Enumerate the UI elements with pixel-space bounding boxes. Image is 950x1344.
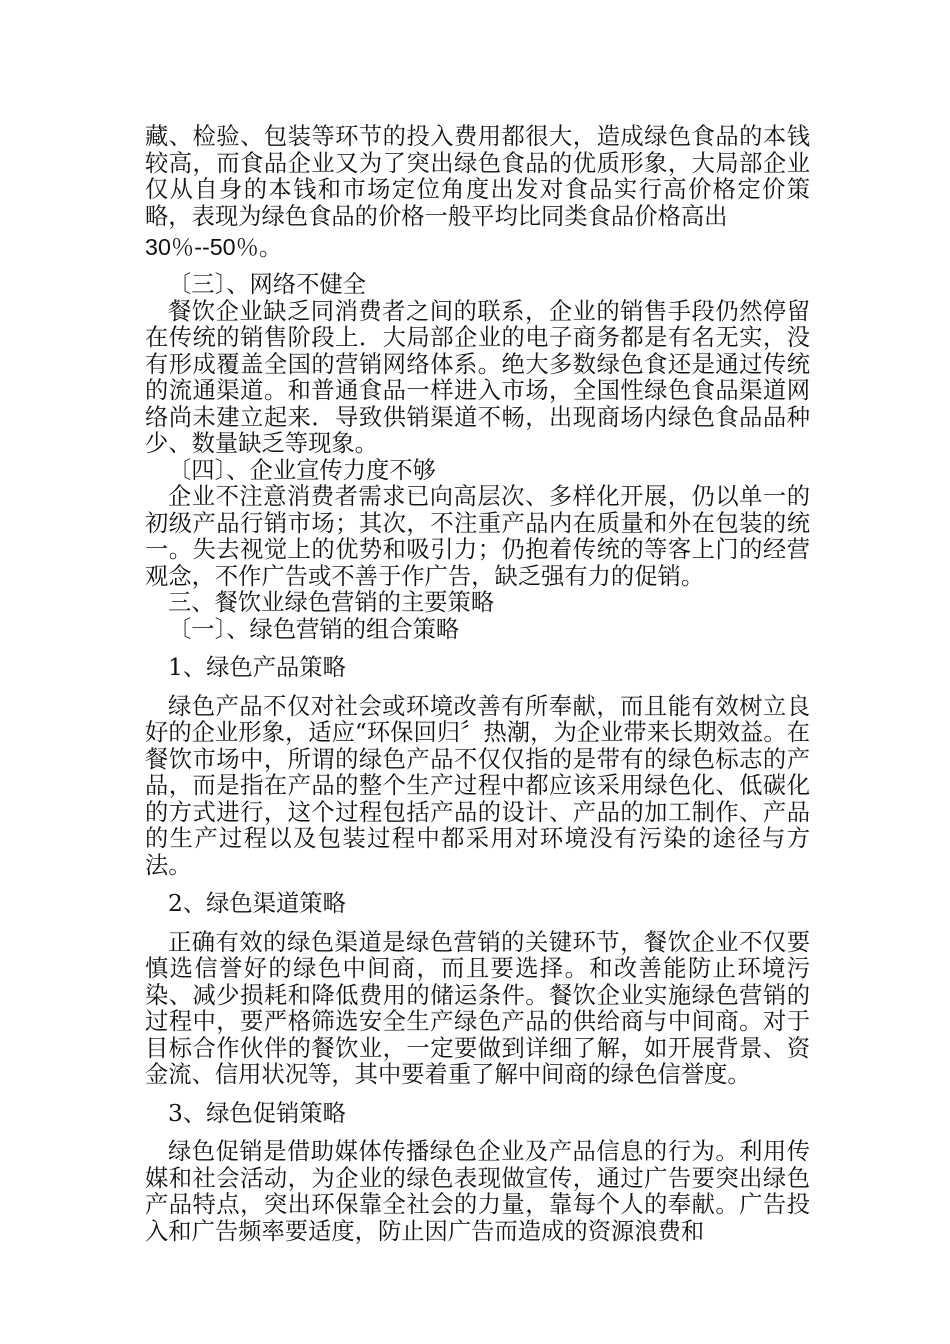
heading-combination-strategy: 〔一〕、绿色营销的组合策略 (168, 615, 460, 643)
paragraph-green-promotion-strategy: 绿色促销是借助媒体传播绿色企业及产品信息的行为。利用传媒和社会活动，为企业的绿色表现做宣传，通过广告要突出绿色产品特点，突出环保靠全社会的力量，靠每个人的奉献。广告投入和广告频率要适度，防止因广告而造成的资源浪费和 (145, 1138, 810, 1245)
paragraph-green-channel-strategy: 正确有效的绿色渠道是绿色营销的关键环节，餐饮企业不仅要慎选信誉好的绿色中间商，而且要选择。和改善能防止环境污染、减少损耗和降低费用的储运条件。餐饮企业实施绿色营销的过程中，要严格筛选安全生产绿色产品的供给商与中间商。对于目标合作伙伴的餐饮业，一定要做到详细了解，如开展背景、资金流、信用状况等，其中要着重了解中间商的绿色信誉度。 (145, 928, 810, 1088)
heading-green-channel-strategy: 2、绿色渠道策略 (168, 890, 346, 917)
paragraph-green-product-strategy: 绿色产品不仅对社会或环境改善有所奉献，而且能有效树立良好的企业形象，适应“环保回归〞热潮，为企业带来长期效益。在餐饮市场中，所谓的绿色产品不仅仅指的是带有的绿色标志的产品，而是指在产品的整个生产过程中都应该采用绿色化、低碳化的方式进行，这个过程包括产品的设计、产品的加工制作、产品的生产过程以及包装过程中都采用对环境没有污染的途径与方法。 (145, 692, 810, 879)
section-heading-main-strategies: 三、餐饮业绿色营销的主要策略 (168, 589, 495, 616)
paragraph-publicity-weakness: 企业不注意消费者需求已向高层次、多样化开展，仍以单一的初级产品行销市场；其次，不注重产品内在质量和外在包装的统一。失去视觉上的优势和吸引力；仍抱着传统的等客上门的经营观念，不作广告或不善于作广告，缺乏强有力的促销。 (145, 483, 810, 590)
paragraph-price-percentage: 30％--50％。 (145, 234, 283, 260)
heading-green-promotion-strategy: 3、绿色促销策略 (168, 1099, 346, 1127)
document-body (145, 124, 810, 1245)
heading-network-weakness: 〔三〕、网络不健全 (168, 271, 367, 298)
paragraph-price-strategy: 藏、检验、包装等环节的投入费用都很大，造成绿色食品的本钱较高，而食品企业又为了突出绿色食品的优质形象，大局部企业仅从自身的本钱和市场定位角度出发对食品实行高价格定价策略，表现为绿色食品的价格一般平均比同类食品价格高出 (145, 123, 810, 230)
paragraph-network-weakness: 餐饮企业缺乏同消费者之间的联系，企业的销售手段仍然停留在传统的销售阶段上．大局部企业的电子商务都是有名无实，没有形成覆盖全国的营销网络体系。绝大多数绿色食还是通过传统的流通渠道。和普通食品一样进入市场，全国性绿色食品渠道网络尚未建立起来．导致供销渠道不畅，出现商场内绿色食品品种少、数量缺乏等现象。 (145, 297, 810, 457)
heading-green-product-strategy: 1、绿色产品策略 (168, 654, 346, 681)
heading-publicity-weakness: 〔四〕、企业宣传力度不够 (168, 456, 436, 484)
